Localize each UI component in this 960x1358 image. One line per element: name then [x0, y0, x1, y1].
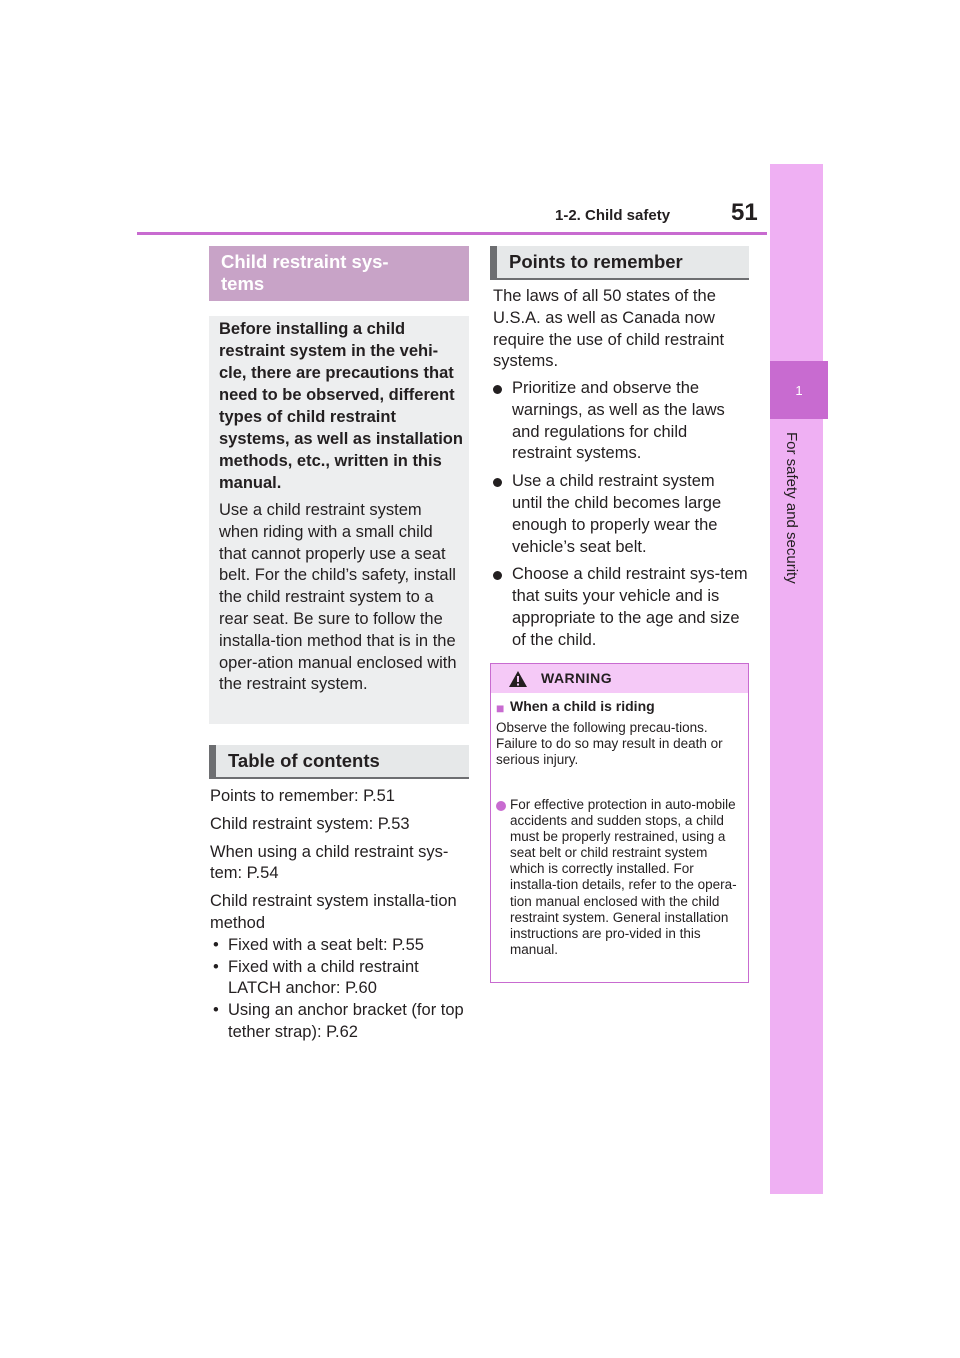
- bullet-dot-icon: [493, 478, 502, 487]
- warning-header: [491, 664, 748, 693]
- toc-item[interactable]: Child restraint system installa-tion method: [210, 892, 457, 932]
- square-bullet-icon: ■: [496, 700, 505, 716]
- bullet-dot-icon: [493, 385, 502, 394]
- warning-triangle-icon: [508, 670, 528, 693]
- points-heading-bar: [490, 246, 749, 280]
- toc-item[interactable]: When using a child restraint sys-tem: P.54: [210, 842, 449, 883]
- toc-sub-item[interactable]: • Using an anchor bracket (for top tether strap): P.62: [213, 1001, 464, 1041]
- points-list: [493, 378, 748, 652]
- points-lead: The laws of all 50 states of the U.S.A. as well as Canada now require the use of child restraint systems.: [493, 287, 725, 371]
- toc-item[interactable]: Child restraint system: P.53: [210, 814, 410, 833]
- child-restraint-heading: [209, 246, 469, 301]
- list-item: Use a child restraint system until the child becomes large enough to properly wear the vehicle’s seat belt.: [493, 471, 748, 558]
- toc-sub-item[interactable]: • Fixed with a seat belt: P.55: [213, 935, 424, 954]
- warning-title: WARNING: [541, 670, 613, 686]
- intro-body: Use a child restraint system when riding with a small child that cannot properly use a seat belt. For the child’s safety, install the child restraint system to a rear seat. Be sure to follow the installa-tion method that is in the oper-ation manual enclosed with the restraint system.: [219, 501, 457, 694]
- list-item: Prioritize and observe the warnings, as well as the laws and regulations for child restraint systems.: [493, 378, 748, 465]
- chapter-title: For safety and security: [783, 432, 800, 584]
- bullet-dot-icon: [496, 801, 506, 811]
- warning-body: Observe the following precau-tions. Failure to do so may result in death or serious injury.: [496, 720, 723, 767]
- page-number: 51: [731, 199, 758, 226]
- chapter-number-tab[interactable]: 1: [770, 361, 828, 419]
- list-item: Choose a child restraint sys-tem that suits your vehicle and is appropriate to the age and size of the child.: [493, 564, 748, 651]
- chapter-tab-strip: [770, 164, 823, 1194]
- toc-heading: Table of contents: [228, 750, 380, 771]
- table-of-contents: [210, 786, 466, 1044]
- warning-subheading: When a child is riding: [510, 698, 655, 714]
- intro-summary: Before installing a child restraint system in the vehi-cle, there are precautions that need to be observed, different types of child restraint systems, as well as installation methods, etc., written in this manual.: [219, 320, 463, 492]
- header-rule: [137, 232, 767, 235]
- points-heading: Points to remember: [509, 251, 683, 272]
- toc-sub-item[interactable]: • Fixed with a child restraint LATCH anchor: P.60: [213, 957, 419, 998]
- toc-heading-bar: [209, 745, 469, 779]
- bullet-dot-icon: [493, 571, 502, 580]
- section-heading: Child restraint sys- tems: [221, 251, 389, 295]
- toc-item[interactable]: Points to remember: P.51: [210, 787, 395, 805]
- warning-item: For effective protection in auto-mobile accidents and sudden stops, a child must be properly restrained, using a seat belt or child restraint system which is correctly installed. For installa-tion details, refer to the opera-tion manual enclosed with the child restraint system. General installation instructions are pro-vided in this manual.: [510, 797, 737, 957]
- section-title: 1-2. Child safety: [555, 207, 671, 224]
